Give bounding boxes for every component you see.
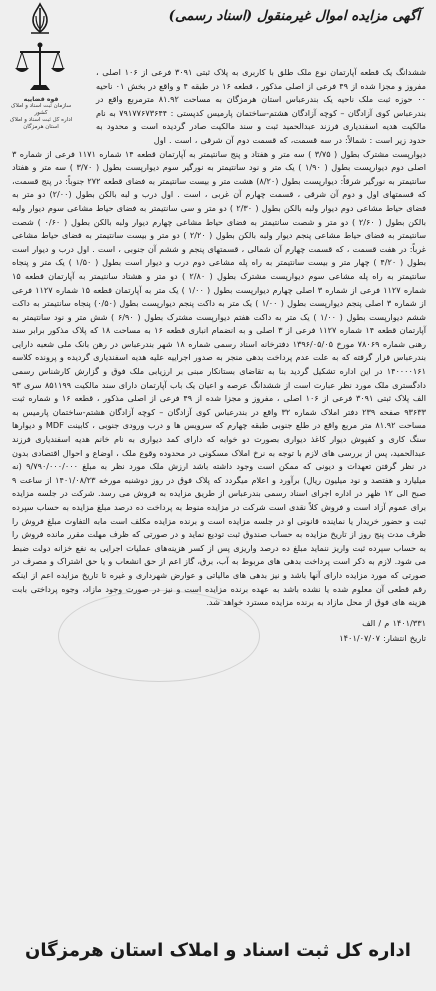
- notice-footer-issuer: اداره کل ثبت اسناد و املاک استان هرمزگان: [25, 940, 411, 961]
- emblem-caption: [6, 96, 76, 131]
- notice-ref-number: ۱۴۰۱/۳۳۱ م / الف: [362, 617, 426, 628]
- notice-publish-date: تاریخ انتشار: ۱۴۰۱/۰۷/۰۷: [339, 632, 426, 643]
- notice-body: [10, 66, 426, 646]
- allah-emblem-icon: [27, 2, 53, 36]
- emblem-caption-line2: سازمان ثبت اسناد و املاک کشور: [10, 103, 72, 116]
- judiciary-emblem: [14, 2, 66, 106]
- scales-of-justice-icon: [14, 40, 66, 94]
- notice-main-text: دیوارپست مشترک بطول ( ۳/۷۵ ) سه متر و هفتاد و پنج سانتیمتر به آپارتمان قطعه ۱۴ شماره ۱۱۷۱ فرعی از شماره ۳ اصلی دوم دیوارپست بطول ( ۱/۹۰ ) یک متر و نود سانتیمتر به نورگیر سوم دیوارپست بطول ( ۳/۷۰ ) سه متر و هفتاد سانتیمتر به نورگیر شرقاً: دیوارپست بطول (۸/۲۰) هشت متر و بیست سانتیمتر به فضای قطعه ۲۷۲ جنوباً: در پنج قسمت، که قسمتهای اول و دوم آن شرقی ، قسمت چهارم آن غربی ، است . اول درب و لبه بالکن بطول (۲/۰۰) دو متر به فضای حیاط مشاعی دوم دیوار ولبه بالکن بطول ( ۲/۳۰ ) دو متر و سی سانتیمتر به فضای حیاط مشاعی سوم دیوار ولبه بالکن بطول ( ۲/۶۰ ) دو متر و شصت سانتیمتر به فضای حیاط مشاعی چهارم دیوار ولبه بالکن بطول ( ۰/۶۰ ) شصت سانتیمتر به فضای حیاط مشاعی پنجم دیوار ولبه بالکن بطول ( ۲/۲۰ ) دو متر و بیست سانتیمتر به فضای حیاط مشاعی غرباً: در هفت قسمت ، که قسمت چهارم آن شمالی ، قسمتهای پنجم و ششم آن جنوبی ، است . اول درب و دیوار است بطول ( ۴/۲۰ ) چهار متر و بیست سانتیمتر به راه پله مشاعی دوم درب و دیوار است بطول ( ۱/۵۰ ) یک متر و پنجاه سانتیمتر به راه پله مشاعی سوم دیوارپست مشترک بطول ( ۲/۸۰ ) دو متر و هشتاد سانتیمتر به آپارتمان قطعه ۱۵ شماره ۱۱۲۷ فرعی از شماره ۳ اصلی چهارم دیوارپست بطول ( ۱/۰۰ ) یک متر به آپارتمان قطعه ۱۵ شماره ۱۱۲۷ فرعی از شماره ۳ اصلی پنجم دیوارپست بطول ( ۱/۰۰ ) یک متر به داکت پنجم دیوارپست بطول (۰/۵۰) پنجاه سانتیمتر به داکت ششم دیوارپست بطول ( ۱/۰۰ ) یک متر به داکت هفتم دیوارپست مشترک بطول ( ۶/۹۰ ) شش متر و نود سانتیمتر به آپارتمان قطعه ۱۴ شماره ۱۱۲۷ فرعی از ۳ اصلی و به انضمام انباری قطعه ۱۶ به مساحت ۱۸ که پلاک مذکور برابر سند رهنی شماره ۷۸۰۶۹ مورخ ۱۳۹۶/۰۵/۰۵ دفترخانه اسناد رسمی شماره ۱۸ شهر بندرعباس در رهن بانک ملی شعبه دارایی بندرعباس قرار گرفته که به علت عدم پرداخت بدهی منجر به صدور اجراییه علیه هدیه اسفندیاری گردیده و پرونده کلاسه ۱۴۰۰۰۰۱۶۱ در این اداره تشکیل گردید بنا به تقاضای بستانکار مبنی بر ارزیابی ملک فوق و گزارش کارشناس رسمی دادگستری ملک مورد نظر عبارت است از ششدانگ عرصه و اعیان یک باب آپارتمان دارای سند مالکیت ۸۵۱۱۹۹ سری ۹۳ الف پلاک ثبتی ۳۰۹۱ فرعی از ۱۰۶ اصلی ، مفروز و مجزا شده از ۴۹ فرعی از اصلی مذکور ، قطعه ۱۶ و شماره ثبت ۹۳۶۳۳ صفحه ۲۳۹ دفتر املاک شماره ۳۲ واقع در بندرعباس کوی آزادگان – کوچه آزادگان هشتم-ساختمان پارمیس به مساحت ۸۱.۹۲ متر مربع واقع در طلع جنوبی طبقه چهارم که سرویس ها و درب ورودی جنوبی ، کابینت MDF و دیوارها سنگ کاری و کفپوش دیوار کاغذ دیواری بصورت دو خوابه که دارای کمد دیواری به نام خانم هدیه اسفندیاری فرزند عبدالحمید، پس از بررسی های لازم با توجه به نرخ املاک مسکونی در محدوده وقوع ملک ، اوضاع و احوال اقتصادی بدون در نظر گرفتن تعهدات و دیونی که ممکن است وجود داشته باشد ارزش ملک مورد نظر به مبلغ ۹/۷۹۰/۰۰۰/۰۰۰ (نه میلیارد و هفتصد و نود میلیون ریال) برآورد و اعلام میگردد که پلاک فوق در روز دوشنبه مورخه ۱۴۰۱/۰۸/۲۳ از ساعت ۹ صبح الی ۱۲ ظهر در اداره اجرای اسناد رسمی بندرعباس از طریق مزایده به فروش می رسد. شرکت در جلسه مزایده برای عموم آزاد است و فروش کلاً نقدی است شرکت در مزایده منوط به پرداخت ده درصد مبلغ مزایده به حساب سپرده ثبت و حضور خریدار یا نماینده قانونی او در جلسه مزایده است و برنده مزایده مکلف است مابه التفاوت مبلغ فروش را ظرف مدت پنج روز از تاریخ مزایده به حساب صندوق ثبت تودیع نماید و در صورتی که ظرف مهلت مقرر مانده فروش را به حساب سپرده ثبت واریز ننماید مبلغ ده درصد واریزی پس از کسر هزینه‌های عملیات اجرایی به نفع خزانه دولت ضبط می شود. لازم به ذکر است پرداخت بدهی های مربوط به آب، برق، گاز اعم از حق انشعاب و یا حق اشتراک و مصرف در صورتی که مورد مزایده دارای آنها باشد و نیز بدهی های مالیاتی و عوارض شهرداری و غیره تا تاریخ مزایده اعم از اینکه رقم قطعی آن معلوم شده یا نشده باشد به عهده برنده مزایده است و نیز در صورت وجود مازاد، وجوه پرداختی بابت هزینه های فوق از محل مازاد به برنده مزایده مسترد خواهد شد.: [12, 148, 427, 608]
- notice-intro: ششدانگ یک قطعه آپارتمان نوع ملک طلق با کاربری به پلاک ثبتی ۳۰۹۱ فرعی از ۱۰۶ اصلی ، مفروز و مجزا شده از ۴۹ فرعی از اصلی مذکور ، قطعه ۱۶ در طبقه ۴ و واقع در بخش ۰۱ ناحیه ۰۰ حوزه ثبت ملک ناحیه یک بندرعباس استان هرمزگان به مساحت ۸۱.۹۲ مترمربع واقع در بندرعباس کوی آزادگان – کوچه آزادگان هشتم-ساختمان پارمیس کدپستی : ۷۹۱۷۷۶۷۳۶۴۴ به نام مالکیت هدیه اسفندیاری فرزند عبدالحمید ثبت و سند مالکیت صادر گردیده است و محدود به حدود زیر است : شمالاً: در سه قسمت، که قسمت دوم آن شرقی ، است . اول: [96, 67, 426, 145]
- notice-title: آگهی مزایده اموال غیرمنقول (اسناد رسمی): [168, 8, 420, 24]
- notice-header: [10, 6, 426, 72]
- emblem-caption-line3: اداره کل ثبت اسناد و املاک استان هرمزگان: [9, 117, 73, 130]
- notice-dates: [12, 616, 426, 646]
- emblem-caption-line1: قوه قضاییه: [23, 96, 59, 103]
